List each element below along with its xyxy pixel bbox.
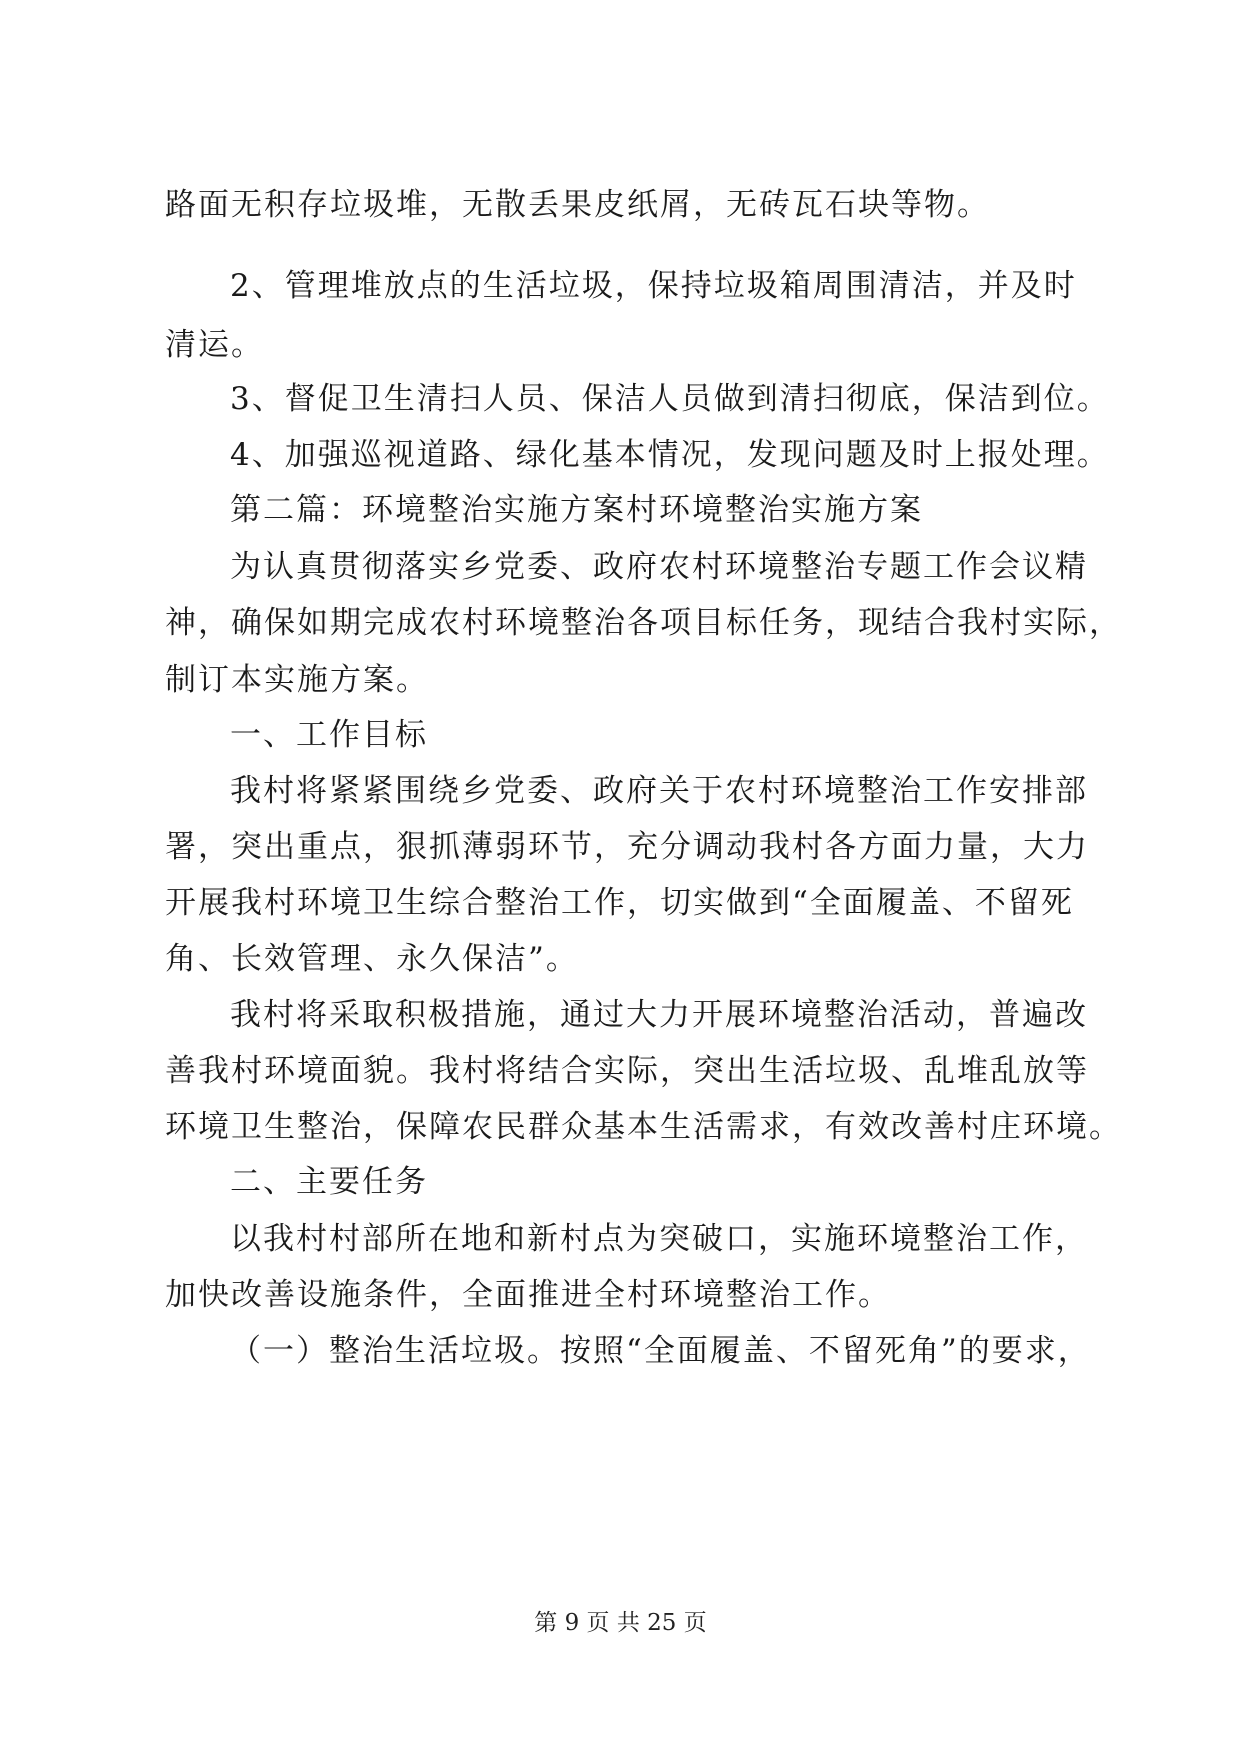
section-title: 第二篇：环境整治实施方案村环境整治实施方案 <box>230 492 923 528</box>
text-line: 3、督促卫生清扫人员、保洁人员做到清扫彻底，保洁到位。 <box>230 381 1110 417</box>
text-line: 制订本实施方案。 <box>165 662 429 698</box>
text-line: 路面无积存垃圾堆，无散丢果皮纸屑，无砖瓦石块等物。 <box>165 187 990 223</box>
section-heading: 二、主要任务 <box>230 1164 428 1200</box>
page-number-footer: 第 9 页 共 25 页 <box>534 1610 707 1636</box>
text-line: 清运。 <box>165 327 264 363</box>
text-line: 我村将紧紧围绕乡党委、政府关于农村环境整治工作安排部 <box>230 773 1088 809</box>
text-line: 加快改善设施条件，全面推进全村环境整治工作。 <box>165 1277 891 1313</box>
text-line: 署，突出重点，狠抓薄弱环节，充分调动我村各方面力量，大力 <box>165 829 1089 865</box>
text-line: 神，确保如期完成农村环境整治各项目标任务，现结合我村实际， <box>165 605 1122 641</box>
text-line: 以我村村部所在地和新村点为突破口，实施环境整治工作， <box>230 1221 1088 1257</box>
text-line: 开展我村环境卫生综合整治工作，切实做到“全面履盖、不留死 <box>165 885 1074 921</box>
text-line: 我村将采取积极措施，通过大力开展环境整治活动，普遍改 <box>230 997 1088 1033</box>
text-line: （一）整治生活垃圾。按照“全面履盖、不留死角”的要求， <box>230 1333 1091 1369</box>
text-line: 2、管理堆放点的生活垃圾，保持垃圾箱周围清洁，并及时 <box>230 268 1077 304</box>
text-line: 4、加强巡视道路、绿化基本情况，发现问题及时上报处理。 <box>230 437 1110 473</box>
section-heading: 一、工作目标 <box>230 717 428 753</box>
text-line: 为认真贯彻落实乡党委、政府农村环境整治专题工作会议精 <box>230 549 1088 585</box>
text-line: 角、长效管理、永久保洁”。 <box>165 941 579 977</box>
text-line: 环境卫生整治，保障农民群众基本生活需求，有效改善村庄环境。 <box>165 1109 1122 1145</box>
text-line: 善我村环境面貌。我村将结合实际，突出生活垃圾、乱堆乱放等 <box>165 1053 1089 1089</box>
